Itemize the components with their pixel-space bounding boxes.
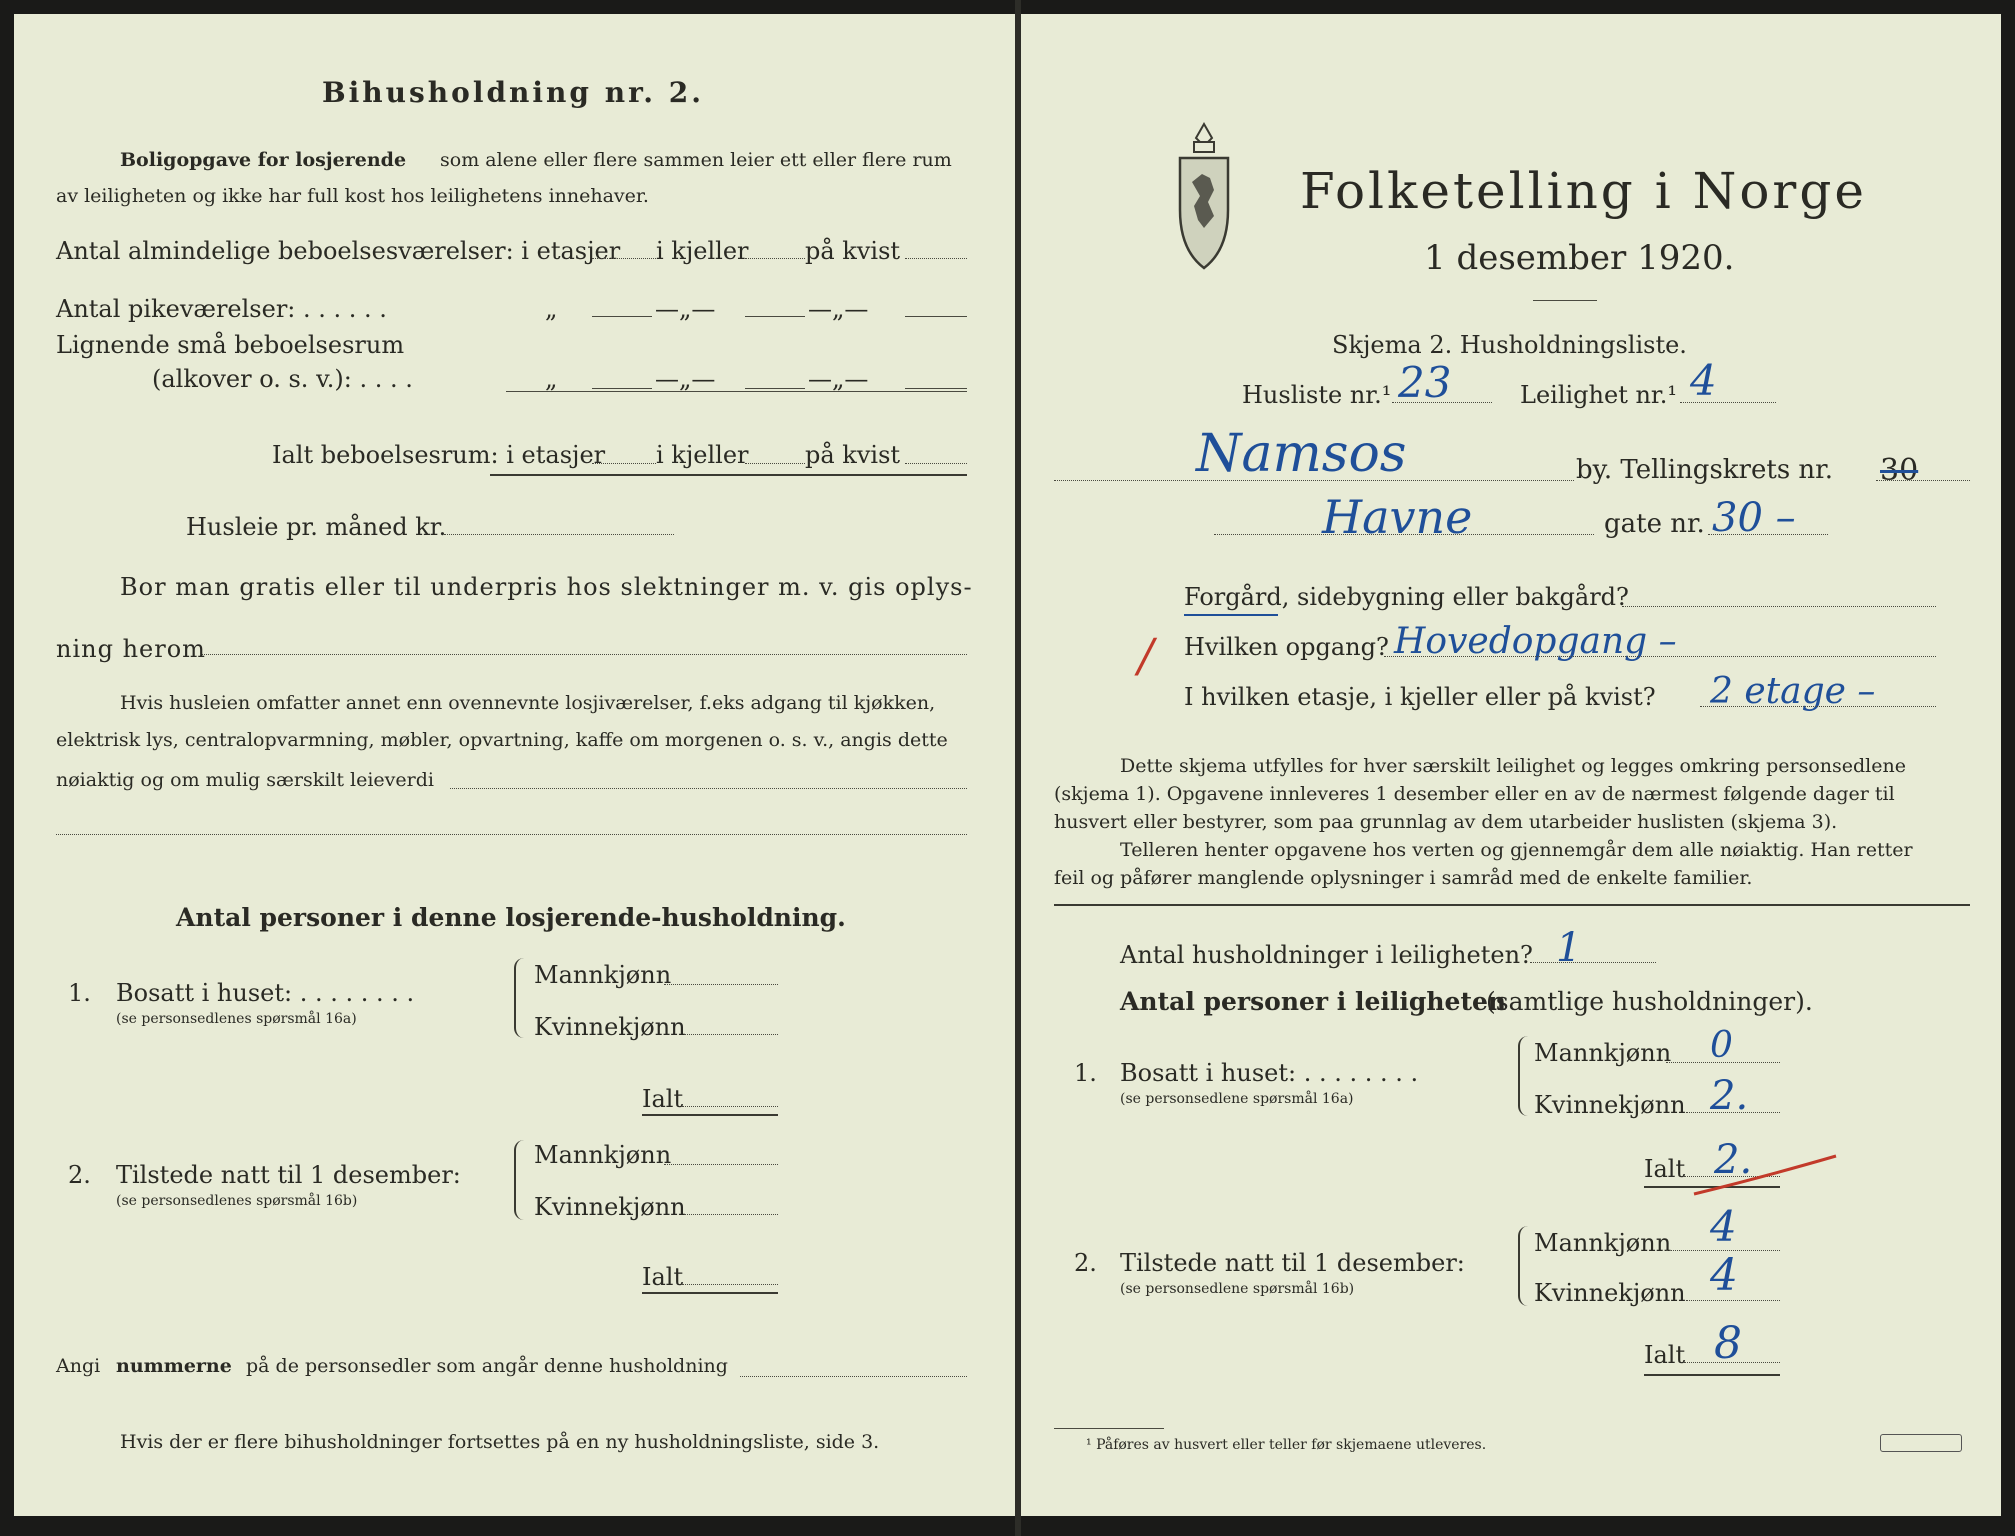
pike-ditto-2: —„— <box>655 295 716 323</box>
lign-ditto-1: „ <box>545 365 558 393</box>
lign-field-3[interactable] <box>905 388 967 389</box>
ialt-kjeller-label: i kjeller <box>656 441 749 469</box>
by-value: Namsos <box>1196 424 1407 484</box>
lign-field-2[interactable] <box>745 388 805 389</box>
instr-line5: feil og påfører manglende oplysninger i samråd med de enkelte familier. <box>1054 867 1753 889</box>
gate-nr-value: 30 – <box>1712 495 1796 541</box>
bor-field[interactable] <box>200 654 967 655</box>
left-footer: Hvis der er flere bihusholdninger fortsettes på en ny husholdningsliste, side 3. <box>120 1431 880 1453</box>
printer-stamp <box>1880 1434 1962 1452</box>
left-q1-kvinne-label: Kvinnekjønn <box>534 1013 686 1041</box>
left-q1-mann-field[interactable] <box>664 984 778 985</box>
leieverdi-field[interactable] <box>450 788 967 789</box>
left-q1-label: Bosatt i huset: . . . . . . . . <box>116 979 415 1007</box>
lign-ditto-3: —„— <box>808 365 869 393</box>
pike-field-2[interactable] <box>745 316 805 317</box>
right-q1-mann-field[interactable] <box>1666 1062 1780 1063</box>
pike-ditto-3: —„— <box>808 295 869 323</box>
leilighet-label: Leilighet nr.¹ <box>1520 381 1678 409</box>
right-q1-mann-value: 0 <box>1710 1025 1733 1066</box>
right-q2-brace <box>1518 1226 1530 1306</box>
gate-field[interactable] <box>1214 534 1594 535</box>
right-q2-label: Tilstede natt til 1 desember: <box>1120 1249 1465 1277</box>
right-q1-kvinne-label: Kvinnekjønn <box>1534 1091 1686 1119</box>
krets-value: 30 <box>1880 453 1919 488</box>
right-q2-ialt-field[interactable] <box>1684 1362 1780 1363</box>
left-q1-brace <box>514 958 526 1038</box>
norwegian-coat-of-arms-icon <box>1174 120 1234 272</box>
left-q2-mann-label: Mannkjønn <box>534 1141 672 1169</box>
right-antal-pers-rest: (samtlige husholdninger). <box>1486 987 1813 1016</box>
leieverdi-field-2[interactable] <box>56 834 967 835</box>
forgard-underline <box>1184 614 1278 616</box>
left-q2-ialt-rule <box>642 1292 778 1294</box>
etasje-field[interactable] <box>1700 706 1936 707</box>
right-q2-kvinne-value: 4 <box>1710 1250 1738 1301</box>
opgang-value: Hovedopgang – <box>1394 621 1677 662</box>
lign-ditto-2: —„— <box>655 365 716 393</box>
opgang-label: Hvilken opgang? <box>1184 633 1389 661</box>
rooms-kvist-label: på kvist <box>805 237 901 265</box>
pike-ditto-1: „ <box>545 295 558 323</box>
lign-sum-rule <box>506 391 967 392</box>
instr-line2: (skjema 1). Opgavene innleveres 1 desember eller en av de nærmest følgende dager til <box>1054 783 1895 805</box>
hvis-line1: Hvis husleien omfatter annet enn ovennevnte losjiværelser, f.eks adgang til kjøkken, <box>120 692 936 714</box>
bor-line1: Bor man gratis eller til underpris hos slektninger m. v. gis oplys- <box>120 573 973 601</box>
right-q1-kvinne-field[interactable] <box>1686 1112 1780 1113</box>
left-q2-num: 2. <box>68 1161 91 1189</box>
right-q1-ialt-value: 2. <box>1714 1137 1753 1183</box>
left-q2-label: Tilstede natt til 1 desember: <box>116 1161 461 1189</box>
pike-field-1[interactable] <box>592 316 652 317</box>
instructions-rule <box>1054 904 1970 906</box>
red-check-mark: / <box>1138 628 1154 682</box>
husleie-field[interactable] <box>444 534 674 535</box>
intro-line2: av leiligheten og ikke har full kost hos leilighetens innehaver. <box>56 185 649 207</box>
intro-bold: Boligopgave for losjerende <box>120 149 407 171</box>
rooms-kvist-field[interactable] <box>905 258 967 259</box>
left-q1-mann-label: Mannkjønn <box>534 961 672 989</box>
instr-line4: Telleren henter opgavene hos verten og gjennemgår dem alle nøiaktig. Han retter <box>1120 839 1913 861</box>
right-q2-num: 2. <box>1074 1249 1097 1277</box>
intro-line1: som alene eller flere sammen leier ett eller flere rum <box>440 149 952 171</box>
left-q2-kvinne-field[interactable] <box>684 1214 778 1215</box>
left-q2-brace <box>514 1140 526 1220</box>
right-q1-label: Bosatt i huset: . . . . . . . . <box>1120 1059 1419 1087</box>
page-fold <box>1015 0 1021 1536</box>
left-q1-ialt-rule <box>642 1114 778 1116</box>
left-q1-num: 1. <box>68 979 91 1007</box>
left-q2-kvinne-label: Kvinnekjønn <box>534 1193 686 1221</box>
left-q1-kvinne-field[interactable] <box>684 1034 778 1035</box>
hvis-line2: elektrisk lys, centralopvarmning, møbler, opvartning, kaffe om morgenen o. s. v., angis dette <box>56 729 948 751</box>
left-q1-ialt-label: Ialt <box>642 1085 684 1113</box>
left-q1-sub: (se personsedlenes spørsmål 16a) <box>116 1011 357 1027</box>
etasje-label: I hvilken etasje, i kjeller eller på kvist? <box>1184 683 1656 711</box>
husliste-value: 23 <box>1398 358 1452 407</box>
leilighet-value: 4 <box>1690 356 1717 405</box>
forgard-label: Forgård, sidebygning eller bakgård? <box>1184 583 1629 611</box>
instr-line3: husvert eller bestyrer, som paa grunnlag av dem utarbeider huslisten (skjema 3). <box>1054 811 1838 833</box>
gate-value: Havne <box>1322 490 1473 544</box>
left-q2-sub: (se personsedlenes spørsmål 16b) <box>116 1193 358 1209</box>
skjema-label: Skjema 2. Husholdningsliste. <box>1332 331 1687 359</box>
bor-line2: ning herom <box>56 635 206 663</box>
rooms-kjeller-label: i kjeller <box>656 237 749 265</box>
rooms-etasjer-field[interactable] <box>592 258 656 259</box>
lign-label-2: (alkover o. s. v.): . . . . <box>152 365 413 393</box>
angi-pre: Angi <box>56 1355 101 1377</box>
lign-field-1[interactable] <box>592 388 652 389</box>
by-label: by. Tellingskrets nr. <box>1576 455 1834 485</box>
gate-label: gate nr. <box>1604 509 1705 539</box>
right-q1-brace <box>1518 1036 1530 1116</box>
angi-post: på de personsedler som angår denne husholdning <box>246 1355 728 1377</box>
left-antal-pers-heading: Antal personer i denne losjerende-husholdning. <box>176 903 846 932</box>
left-q2-mann-field[interactable] <box>664 1164 778 1165</box>
right-q1-ialt-label: Ialt <box>1644 1155 1686 1183</box>
ialt-kjeller-field[interactable] <box>745 463 805 464</box>
left-q1-ialt-field[interactable] <box>682 1106 778 1107</box>
right-q1-num: 1. <box>1074 1059 1097 1087</box>
right-q2-kvinne-label: Kvinnekjønn <box>1534 1279 1686 1307</box>
right-q2-ialt-value: 8 <box>1714 1318 1742 1369</box>
left-q2-ialt-field[interactable] <box>682 1284 778 1285</box>
ialt-rooms-label: Ialt beboelsesrum: i etasjer <box>272 441 606 469</box>
rooms-label: Antal almindelige beboelsesværelser: i etasjer <box>56 237 621 265</box>
angi-bold: nummerne <box>116 1355 232 1377</box>
right-q2-ialt-label: Ialt <box>1644 1341 1686 1369</box>
husleie-label: Husleie pr. måned kr. <box>186 513 447 541</box>
left-q2-ialt-label: Ialt <box>642 1263 684 1291</box>
ialt-etasjer-field[interactable] <box>592 463 656 464</box>
right-q1-mann-label: Mannkjønn <box>1534 1039 1672 1067</box>
right-date: 1 desember 1920. <box>1424 238 1735 278</box>
title-divider <box>1533 300 1597 301</box>
husliste-label: Husliste nr.¹ <box>1242 381 1392 409</box>
right-q2-sub: (se personsedlene spørsmål 16b) <box>1120 1281 1355 1297</box>
angi-field[interactable] <box>740 1376 967 1377</box>
right-q2-kvinne-field[interactable] <box>1686 1300 1780 1301</box>
lign-label-1: Lignende små beboelsesrum <box>56 331 405 359</box>
antal-hush-field[interactable] <box>1530 962 1656 963</box>
antal-hush-value: 1 <box>1556 925 1582 971</box>
by-field[interactable] <box>1054 480 1574 481</box>
right-title: Folketelling i Norge <box>1300 162 1867 220</box>
forgard-field[interactable] <box>1622 606 1936 607</box>
ialt-kvist-field[interactable] <box>905 463 967 464</box>
etasje-value: 2 etage – <box>1710 671 1876 712</box>
right-q2-mann-value: 4 <box>1710 1202 1737 1251</box>
footnote: ¹ Påføres av husvert eller teller før skjemaene utleveres. <box>1086 1437 1487 1453</box>
right-q1-kvinne-value: 2. <box>1710 1073 1749 1119</box>
instr-line1: Dette skjema utfylles for hver særskilt leilighet og legges omkring personsedlene <box>1120 755 1906 777</box>
red-correction-stroke <box>1690 1150 1840 1200</box>
right-q2-ialt-rule <box>1644 1374 1780 1376</box>
right-antal-pers-bold: Antal personer i leiligheten <box>1120 987 1507 1016</box>
hvis-line3: nøiaktig og om mulig særskilt leieverdi <box>56 769 434 791</box>
footnote-rule <box>1054 1428 1164 1429</box>
ialt-rule <box>490 474 967 476</box>
antal-hush-label: Antal husholdninger i leiligheten? <box>1120 941 1533 969</box>
opgang-field[interactable] <box>1384 656 1936 657</box>
pike-label: Antal pikeværelser: . . . . . . <box>56 295 387 323</box>
rooms-kjeller-field[interactable] <box>745 258 805 259</box>
right-q1-sub: (se personsedlene spørsmål 16a) <box>1120 1091 1354 1107</box>
pike-field-3[interactable] <box>905 316 967 317</box>
right-q2-mann-label: Mannkjønn <box>1534 1229 1672 1257</box>
ialt-kvist-label: på kvist <box>805 441 901 469</box>
left-title: Bihusholdning nr. 2. <box>322 76 704 109</box>
